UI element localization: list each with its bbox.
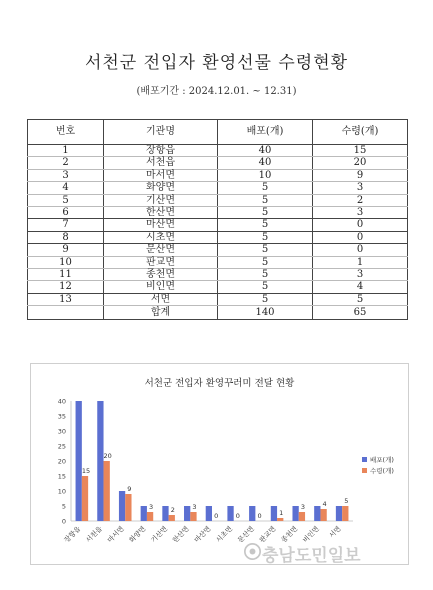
row-agency: 시초면 <box>104 231 218 243</box>
x-tick-label: 마서면 <box>106 524 126 545</box>
bar-received <box>320 509 326 521</box>
bar-distributed <box>227 506 233 521</box>
data-label: 20 <box>103 452 112 460</box>
row-distributed: 40 <box>218 145 313 157</box>
row-received: 15 <box>313 145 408 157</box>
row-number: 10 <box>28 256 104 268</box>
table-row <box>28 169 408 181</box>
legend-swatch <box>362 457 367 462</box>
row-number: 8 <box>28 231 104 243</box>
row-distributed: 40 <box>218 157 313 169</box>
y-tick-label: 15 <box>57 472 66 481</box>
row-agency: 판교면 <box>104 256 218 268</box>
data-label: 0 <box>214 512 219 520</box>
table-row <box>28 207 408 219</box>
x-tick-label: 문산면 <box>236 524 256 545</box>
bar-received <box>147 512 153 521</box>
data-label: 3 <box>192 503 197 511</box>
bar-received <box>342 506 348 521</box>
bar-received <box>104 461 110 521</box>
bar-distributed <box>314 506 320 521</box>
row-received: 0 <box>313 244 408 256</box>
table-row <box>28 269 408 281</box>
row-received: 4 <box>313 281 408 293</box>
legend-label: 배포(개) <box>370 456 394 464</box>
x-tick-label: 시초면 <box>214 524 235 545</box>
col-header-received: 수령(개) <box>313 120 408 145</box>
x-tick-label: 서면 <box>327 524 343 540</box>
row-agency: 장항읍 <box>104 145 218 157</box>
table-row <box>28 231 408 243</box>
document-title: 서천군 전입자 환영선물 수령현황 <box>84 53 349 73</box>
row-distributed: 5 <box>218 219 313 231</box>
row-number: 5 <box>28 194 104 206</box>
y-tick-label: 30 <box>57 427 66 436</box>
chart-title: 서천군 전입자 환영꾸러미 전달 현황 <box>144 378 295 389</box>
data-label: 3 <box>148 503 154 511</box>
bar-chart <box>30 363 409 565</box>
row-number: 2 <box>28 157 104 169</box>
data-label: 5 <box>344 497 349 505</box>
bar-distributed <box>141 506 147 521</box>
table-row <box>28 293 408 305</box>
x-tick-label: 장항읍 <box>62 524 83 545</box>
data-label: 1 <box>279 509 284 517</box>
row-received: 2 <box>313 194 408 206</box>
row-number: 6 <box>28 207 104 219</box>
row-received: 0 <box>313 231 408 243</box>
row-number: 7 <box>28 219 104 231</box>
distribution-period: (배포기간 : 2024.12.01. ~ 12.31) <box>136 86 297 97</box>
total-distributed: 140 <box>218 306 313 320</box>
table-row <box>28 194 408 206</box>
y-tick-label: 40 <box>57 397 66 406</box>
row-distributed: 5 <box>218 269 313 281</box>
data-label: 15 <box>81 467 91 475</box>
row-distributed: 5 <box>218 194 313 206</box>
col-header-number: 번호 <box>28 120 104 145</box>
bar-distributed <box>184 506 190 521</box>
row-agency: 서면 <box>104 293 218 305</box>
row-agency: 기산면 <box>104 194 218 206</box>
row-received: 20 <box>313 157 408 169</box>
table-row <box>28 244 408 256</box>
bar-distributed <box>292 506 298 521</box>
x-tick-label: 서천읍 <box>84 524 104 545</box>
data-label: 3 <box>300 503 305 511</box>
y-tick-label: 35 <box>57 412 66 421</box>
col-header-agency: 기관명 <box>104 120 218 145</box>
row-agency: 마서면 <box>104 169 218 181</box>
bar-distributed <box>162 506 168 521</box>
table-row <box>28 281 408 293</box>
total-received: 65 <box>313 306 408 320</box>
row-number: 11 <box>28 269 104 281</box>
table-header-row <box>28 120 408 145</box>
row-received: 0 <box>313 219 408 231</box>
data-label: 9 <box>127 485 132 493</box>
data-label: 0 <box>235 512 240 520</box>
table-row <box>28 145 408 157</box>
row-distributed: 5 <box>218 207 313 219</box>
x-tick-label: 종천면 <box>279 524 300 545</box>
bar-received <box>169 515 175 521</box>
bar-distributed <box>271 506 277 521</box>
row-received: 3 <box>313 207 408 219</box>
y-tick-label: 25 <box>57 442 66 451</box>
row-agency: 화양면 <box>104 182 218 194</box>
bar-received <box>277 518 283 521</box>
x-tick-label: 기산면 <box>149 524 170 545</box>
bar-distributed <box>249 506 255 521</box>
y-tick-label: 0 <box>61 517 66 526</box>
row-received: 3 <box>313 182 408 194</box>
row-distributed: 5 <box>218 231 313 243</box>
watermark: 충남도민일보 <box>262 546 361 566</box>
chart-canvas <box>31 364 408 564</box>
bar-distributed <box>206 506 212 521</box>
row-agency: 마산면 <box>104 219 218 231</box>
row-distributed: 5 <box>218 293 313 305</box>
table-row <box>28 256 408 268</box>
data-label: 2 <box>170 506 175 514</box>
row-number: 9 <box>28 244 104 256</box>
legend-swatch <box>362 468 367 473</box>
row-agency: 종천면 <box>104 269 218 281</box>
total-blank-cell <box>28 306 104 320</box>
newspaper-logo-icon <box>244 543 261 560</box>
row-agency: 서천읍 <box>104 157 218 169</box>
bar-received <box>190 512 196 521</box>
table-row <box>28 157 408 169</box>
row-number: 12 <box>28 281 104 293</box>
distribution-table <box>27 119 408 320</box>
row-distributed: 5 <box>218 256 313 268</box>
row-number: 13 <box>28 293 104 305</box>
bar-distributed <box>336 506 342 521</box>
row-number: 3 <box>28 169 104 181</box>
bar-received <box>82 476 88 521</box>
bar-distributed <box>119 491 125 521</box>
row-agency: 문산면 <box>104 244 218 256</box>
y-tick-label: 5 <box>61 502 66 511</box>
y-tick-label: 20 <box>57 457 66 466</box>
table-row <box>28 182 408 194</box>
row-distributed: 5 <box>218 244 313 256</box>
row-number: 1 <box>28 145 104 157</box>
row-agency: 한산면 <box>104 207 218 219</box>
bar-distributed <box>97 401 103 521</box>
row-agency: 비인면 <box>104 281 218 293</box>
table-row <box>28 219 408 231</box>
table-total-row <box>28 306 408 320</box>
bar-distributed <box>76 401 82 521</box>
bar-received <box>125 494 131 521</box>
x-tick-label: 마산면 <box>192 524 213 545</box>
row-distributed: 5 <box>218 182 313 194</box>
x-tick-label: 화양면 <box>127 524 148 545</box>
y-tick-label: 10 <box>57 487 66 496</box>
row-distributed: 5 <box>218 281 313 293</box>
row-received: 9 <box>313 169 408 181</box>
x-tick-label: 비인면 <box>301 524 321 545</box>
row-received: 3 <box>313 269 408 281</box>
row-received: 1 <box>313 256 408 268</box>
x-tick-label: 한산면 <box>171 524 191 545</box>
col-header-distributed: 배포(개) <box>218 120 313 145</box>
row-received: 5 <box>313 293 408 305</box>
bar-received <box>299 512 305 521</box>
row-number: 4 <box>28 182 104 194</box>
x-tick-label: 판교면 <box>257 524 278 545</box>
legend-label: 수령(개) <box>370 467 394 475</box>
data-label: 0 <box>257 512 262 520</box>
row-distributed: 10 <box>218 169 313 181</box>
total-label: 합계 <box>104 306 218 320</box>
data-label: 4 <box>322 500 327 508</box>
